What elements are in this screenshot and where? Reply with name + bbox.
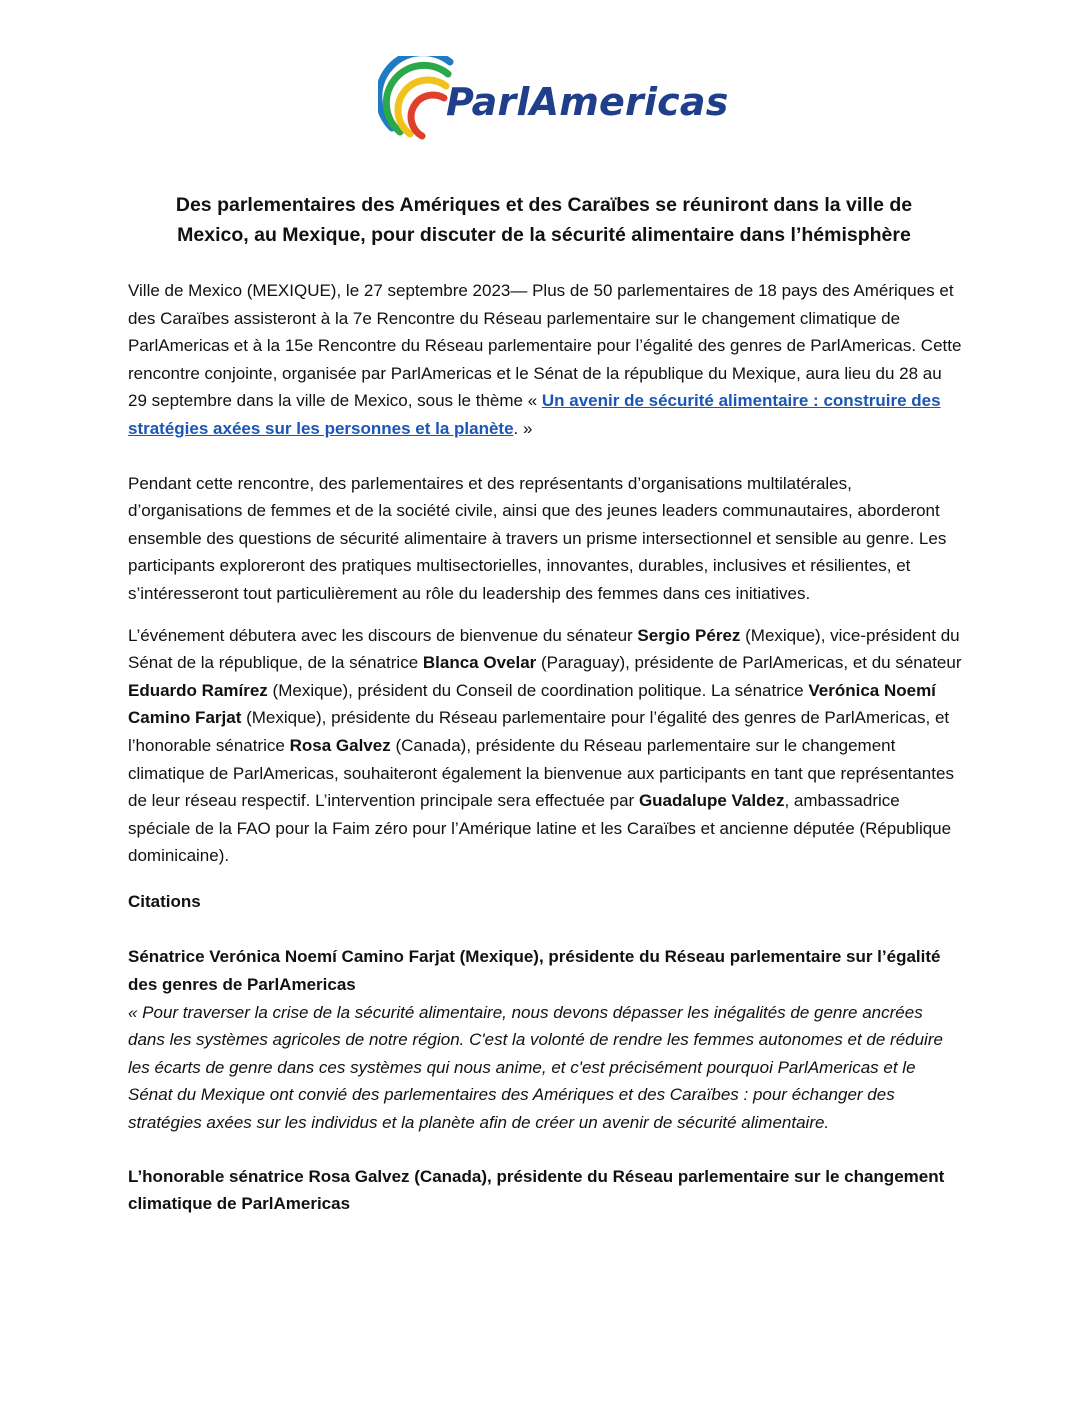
paragraph-intro: Ville de Mexico (MEXIQUE), le 27 septembre 2023— Plus de 50 parlementaires de 18 pays des Amériques et des Caraïbes assisteront à la 7e Rencontre du Réseau parlementaire sur le changement climatique de ParlAmericas et à la 15e Rencontre du Réseau parlementaire pour l’égalité des genres de ParlAmericas. Cette rencontre conjointe, organisée par ParlAmericas et le Sénat de la république du Mexique, aura lieu du 28 au 29 septembre dans la ville de Mexico, sous le thème « Un avenir de sécurité alimentaire : construire des stratégies axées sur les personnes et la planète. » <box>128 281 962 438</box>
paragraph-speakers: L’événement débutera avec les discours de bienvenue du sénateur Sergio Pérez (Mexique), vice-président du Sénat de la république, de la sénatrice Blanca Ovelar (Paraguay), présidente de ParlAmericas, et du sénateur Eduardo Ramírez (Mexique), président du Conseil de coordination politique. La sénatrice Verónica Noemí Camino Farjat (Mexique), présidente du Réseau parlementaire pour l’égalité des genres de ParlAmericas, et l’honorable sénatrice Rosa Galvez (Canada), présidente du Réseau parlementaire sur le changement climatique de ParlAmericas, souhaiteront également la bienvenue aux participants en tant que représentantes de leur réseau respectif. L’intervention principale sera effectuée par Guadalupe Valdez, ambassadrice spéciale de la FAO pour la Faim zéro pour l’Amérique latine et les Caraïbes et ancienne députée (République dominicaine). <box>128 625 962 866</box>
speaker-name: Rosa Galvez <box>289 735 391 755</box>
speaker-name: Blanca Ovelar <box>422 653 537 673</box>
title-line-1: Des parlementaires des Amériques et des Caraïbes se réuniront dans la ville de <box>175 194 913 216</box>
quote-1-heading: Sénatrice Verónica Noemí Camino Farjat (Mexique), présidente du Réseau parlementaire sur l’égalité des genres de ParlAmericas <box>128 947 941 995</box>
speaker-name: Guadalupe Valdez <box>638 791 785 811</box>
title-line-2: Mexico, au Mexique, pour discuter de la sécurité alimentaire dans l’hémisphère <box>177 224 911 246</box>
speaker-name: Eduardo Ramírez <box>128 680 268 700</box>
page-title <box>128 190 960 250</box>
paragraph-program: Pendant cette rencontre, des parlementaires et des représentants d’organisations multilatérales, d’organisations de femmes et de la société civile, ainsi que des jeunes leaders communautaires, aborderont ensemble des questions de sécurité alimentaire à travers un prisme intersectionnel et sensible au genre. Les participants exploreront des pratiques multisectorielles, innovantes, durables, inclusives et résilientes, et s’intéresseront tout particulièrement au rôle du leadership des femmes dans ces initiatives. <box>128 473 947 603</box>
quote-1-text: « Pour traverser la crise de la sécurité alimentaire, nous devons dépasser les inégalités de genre ancrées dans les systèmes agricoles de notre région. C'est la volonté de rendre les femmes autonomes et de réduire les écarts de genre dans ces systèmes qui nous anime, et c'est précisément pourquoi ParlAmericas et le Sénat du Mexique ont convié des parlementaires des Amériques et des Caraïbes : pour échanger des stratégies axées sur les individus et la planète afin de créer un avenir de sécurité alimentaire. <box>128 1002 943 1133</box>
parlamericas-logo <box>378 56 729 152</box>
quote-2-heading: L’honorable sénatrice Rosa Galvez (Canada), présidente du Réseau parlementaire sur le changement climatique de ParlAmericas <box>128 1166 945 1214</box>
speaker-name: Verónica Noemí Camino Farjat <box>128 680 936 728</box>
article-body <box>128 277 964 1218</box>
logo-text: ParlAmericas <box>446 80 729 124</box>
speaker-name: Sergio Pérez <box>637 625 741 645</box>
citations-heading: Citations <box>128 891 201 911</box>
theme-link[interactable]: Un avenir de sécurité alimentaire : construire des stratégies axées sur les personnes et la planète <box>128 391 941 438</box>
